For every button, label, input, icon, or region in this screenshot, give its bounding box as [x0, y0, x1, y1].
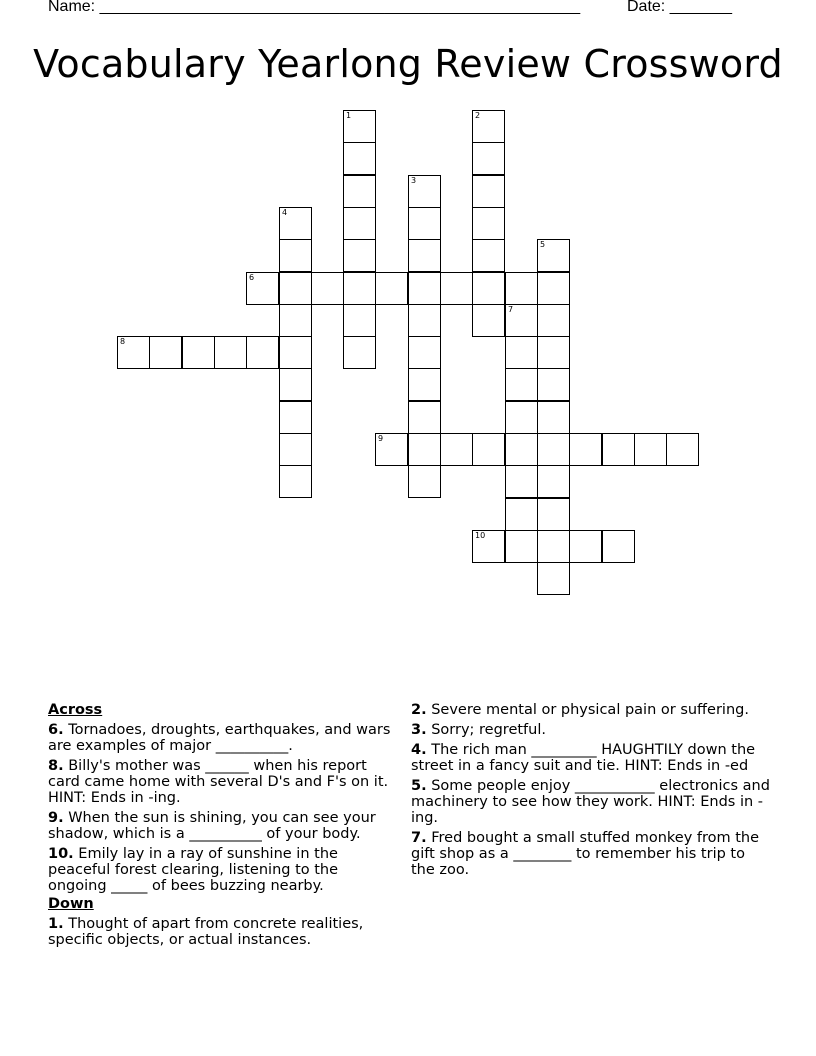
clue-number: 5.	[411, 778, 427, 794]
crossword-cell[interactable]	[343, 207, 376, 240]
page-title: Vocabulary Yearlong Review Crossword	[33, 42, 783, 86]
crossword-cell[interactable]	[182, 336, 215, 369]
crossword-cell[interactable]	[343, 336, 376, 369]
crossword-cell[interactable]	[537, 336, 570, 369]
crossword-cell[interactable]	[343, 272, 376, 305]
clue-text: Tornadoes, droughts, earthquakes, and wars are examples of major __________.	[48, 722, 391, 754]
clue-text: Billy's mother was ______ when his report card came home with several D's and F's on it. HINT: Ends in -ing.	[48, 758, 389, 806]
cell-number: 3	[411, 176, 417, 185]
crossword-cell[interactable]	[537, 530, 570, 563]
crossword-cell[interactable]	[505, 401, 538, 434]
crossword-cell[interactable]	[472, 272, 505, 305]
crossword-cell[interactable]	[666, 433, 699, 466]
crossword-cell[interactable]	[505, 433, 538, 466]
crossword-cell[interactable]	[537, 272, 570, 305]
crossword-cell[interactable]	[472, 433, 505, 466]
cell-number: 1	[346, 111, 352, 120]
clue-7	[411, 830, 771, 878]
across-heading: Across	[48, 702, 103, 718]
down-heading: Down	[48, 896, 94, 912]
crossword-cell[interactable]	[343, 175, 376, 208]
cell-number: 9	[378, 434, 384, 443]
crossword-cell[interactable]	[408, 465, 441, 498]
crossword-cell[interactable]	[505, 272, 538, 305]
crossword-cell[interactable]	[343, 239, 376, 272]
crossword-cell[interactable]	[505, 465, 538, 498]
crossword-cell[interactable]	[537, 304, 570, 337]
cell-number: 7	[508, 305, 514, 314]
crossword-cell[interactable]	[472, 530, 505, 563]
clue-text: Severe mental or physical pain or suffering.	[431, 702, 749, 718]
crossword-cell[interactable]	[602, 433, 635, 466]
crossword-cell[interactable]	[408, 304, 441, 337]
cell-number: 10	[475, 531, 486, 540]
crossword-cell[interactable]	[602, 530, 635, 563]
cell-number: 5	[540, 240, 546, 249]
crossword-cell[interactable]	[408, 272, 441, 305]
crossword-cell[interactable]	[117, 336, 150, 369]
clue-6	[48, 722, 393, 754]
crossword-cell[interactable]	[408, 368, 441, 401]
clue-2	[411, 702, 771, 718]
crossword-cell[interactable]	[537, 433, 570, 466]
clue-text: Sorry; regretful.	[431, 722, 546, 738]
crossword-cell[interactable]	[537, 368, 570, 401]
cell-number: 4	[282, 208, 288, 217]
clue-text: Some people enjoy ___________ electronics and machinery to see how they work. HINT: Ends in -ing.	[411, 778, 770, 826]
clue-number: 7.	[411, 830, 427, 846]
clue-number: 8.	[48, 758, 64, 774]
crossword-cell[interactable]	[279, 336, 312, 369]
crossword-cell[interactable]	[472, 304, 505, 337]
crossword-cell[interactable]	[537, 239, 570, 272]
crossword-cell[interactable]	[537, 401, 570, 434]
crossword-cell[interactable]	[375, 433, 408, 466]
clue-text: The rich man _________ HAUGHTILY down the street in a fancy suit and tie. HINT: Ends in -ed	[411, 742, 756, 774]
crossword-cell[interactable]	[343, 304, 376, 337]
crossword-cell[interactable]	[505, 368, 538, 401]
crossword-cell[interactable]	[472, 239, 505, 272]
clue-3	[411, 722, 771, 738]
crossword-cell[interactable]	[505, 498, 538, 531]
clue-number: 2.	[411, 702, 427, 718]
clues-left-column	[48, 702, 393, 952]
crossword-cell[interactable]	[408, 239, 441, 272]
crossword-cell[interactable]	[440, 433, 473, 466]
crossword-cell[interactable]	[569, 433, 602, 466]
clue-8	[48, 758, 393, 806]
crossword-cell[interactable]	[537, 465, 570, 498]
clue-text: Fred bought a small stuffed monkey from the gift shop as a ________ to remember his trip to the zoo.	[411, 830, 760, 878]
clue-number: 10.	[48, 846, 74, 862]
crossword-cell[interactable]	[408, 336, 441, 369]
crossword-cell[interactable]	[279, 368, 312, 401]
crossword-cell[interactable]	[472, 110, 505, 143]
crossword-cell[interactable]	[505, 304, 538, 337]
crossword-cell[interactable]	[505, 530, 538, 563]
crossword-cell[interactable]	[279, 465, 312, 498]
crossword-cell[interactable]	[569, 530, 602, 563]
cell-number: 6	[249, 273, 255, 282]
clue-text: When the sun is shining, you can see your shadow, which is a __________ of your body.	[48, 810, 376, 842]
crossword-cell[interactable]	[279, 304, 312, 337]
clue-number: 9.	[48, 810, 64, 826]
clue-9	[48, 810, 393, 842]
crossword-cell[interactable]	[149, 336, 182, 369]
clue-10	[48, 846, 393, 894]
crossword-cell[interactable]	[408, 175, 441, 208]
clue-5	[411, 778, 771, 826]
crossword-cell[interactable]	[246, 336, 279, 369]
crossword-cell[interactable]	[505, 336, 538, 369]
crossword-cell[interactable]	[279, 272, 312, 305]
clues-right-column	[411, 702, 771, 882]
cell-number: 2	[475, 111, 481, 120]
clue-4	[411, 742, 771, 774]
date-field-label: Date: _______	[627, 0, 732, 15]
crossword-cell[interactable]	[279, 433, 312, 466]
crossword-cell[interactable]	[214, 336, 247, 369]
clue-number: 4.	[411, 742, 427, 758]
crossword-cell[interactable]	[311, 272, 344, 305]
crossword-cell[interactable]	[279, 401, 312, 434]
clue-text: Thought of apart from concrete realities, specific objects, or actual instances.	[48, 916, 364, 948]
crossword-cell[interactable]	[375, 272, 408, 305]
crossword-cell[interactable]	[634, 433, 667, 466]
name-field-label: Name: ______________________________________________________	[48, 0, 581, 15]
crossword-cell[interactable]	[472, 175, 505, 208]
clue-text: Emily lay in a ray of sunshine in the peaceful forest clearing, listening to the ongoing _____ of bees buzzing nearby.	[48, 846, 339, 894]
clue-number: 3.	[411, 722, 427, 738]
crossword-cell[interactable]	[279, 207, 312, 240]
crossword-cell[interactable]	[408, 433, 441, 466]
cell-number: 8	[120, 337, 126, 346]
crossword-cell[interactable]	[472, 142, 505, 175]
crossword-cell[interactable]	[343, 142, 376, 175]
crossword-cell[interactable]	[343, 110, 376, 143]
crossword-cell[interactable]	[440, 272, 473, 305]
crossword-cell[interactable]	[537, 498, 570, 531]
clue-1	[48, 916, 393, 948]
crossword-cell[interactable]	[279, 239, 312, 272]
crossword-cell[interactable]	[472, 207, 505, 240]
crossword-cell[interactable]	[537, 562, 570, 595]
crossword-cell[interactable]	[246, 272, 279, 305]
clue-number: 6.	[48, 722, 64, 738]
crossword-cell[interactable]	[408, 401, 441, 434]
crossword-cell[interactable]	[408, 207, 441, 240]
clue-number: 1.	[48, 916, 64, 932]
